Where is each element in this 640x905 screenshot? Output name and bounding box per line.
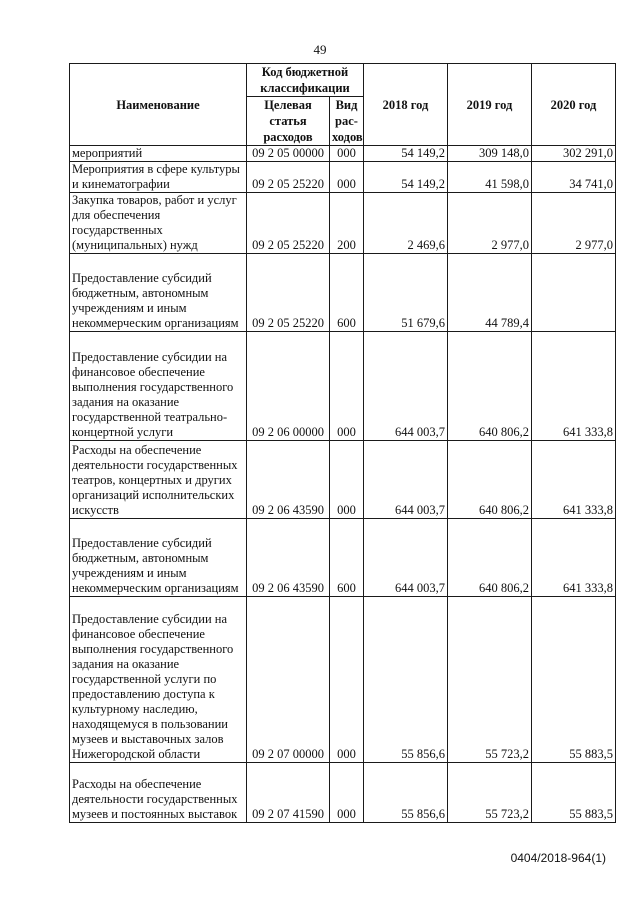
cell-2020: 302 291,0 — [532, 146, 616, 162]
header-expense-kind: Вид рас-ходов — [330, 97, 364, 146]
cell-expense-kind: 000 — [330, 597, 364, 763]
cell-2020 — [532, 254, 616, 332]
cell-2020: 641 333,8 — [532, 441, 616, 519]
cell-name: Предоставление субсидии на финансовое обеспечение выполнения государственного задания на оказание государственной театрально-концертной услуги — [70, 332, 247, 441]
cell-target-article: 09 2 06 00000 — [247, 332, 330, 441]
cell-name: Мероприятия в сфере культуры и кинематографии — [70, 162, 247, 193]
table-row — [70, 441, 616, 519]
cell-2018: 644 003,7 — [364, 332, 448, 441]
cell-expense-kind: 000 — [330, 162, 364, 193]
cell-target-article: 09 2 05 25220 — [247, 254, 330, 332]
cell-2019: 640 806,2 — [448, 332, 532, 441]
header-2020: 2020 год — [532, 64, 616, 146]
header-target-article: Целевая статья расходов — [247, 97, 330, 146]
cell-2018: 644 003,7 — [364, 519, 448, 597]
cell-name: Закупка товаров, работ и услуг для обеспечения государственных (муниципальных) нужд — [70, 193, 247, 254]
cell-2018: 2 469,6 — [364, 193, 448, 254]
cell-2019: 309 148,0 — [448, 146, 532, 162]
table-row — [70, 332, 616, 441]
page-number: 49 — [313, 42, 327, 57]
cell-2020: 55 883,5 — [532, 763, 616, 823]
cell-expense-kind: 000 — [330, 332, 364, 441]
cell-2019: 640 806,2 — [448, 519, 532, 597]
cell-name: Расходы на обеспечение деятельности государственных музеев и постоянных выставок — [70, 763, 247, 823]
cell-2019: 41 598,0 — [448, 162, 532, 193]
cell-name: Предоставление субсидии на финансовое обеспечение выполнения государственного задания на оказание государственной услуги по предоставлению доступа к культурному наследию, находящемуся в пользовании музеев и выставочных залов Нижегородской области — [70, 597, 247, 763]
cell-target-article: 09 2 07 41590 — [247, 763, 330, 823]
cell-2020: 641 333,8 — [532, 519, 616, 597]
cell-2020: 641 333,8 — [532, 332, 616, 441]
cell-name: Предоставление субсидий бюджетным, автономным учреждениям и иным некоммерческим организациям — [70, 254, 247, 332]
cell-expense-kind: 000 — [330, 146, 364, 162]
header-code-group: Код бюджетной классификации — [247, 64, 364, 97]
cell-2019: 2 977,0 — [448, 193, 532, 254]
cell-target-article: 09 2 05 25220 — [247, 162, 330, 193]
cell-target-article: 09 2 05 25220 — [247, 193, 330, 254]
table-row — [70, 254, 616, 332]
cell-expense-kind: 200 — [330, 193, 364, 254]
table-body — [70, 146, 616, 823]
cell-expense-kind: 000 — [330, 763, 364, 823]
table-row — [70, 193, 616, 254]
table-row — [70, 146, 616, 162]
budget-table — [69, 63, 616, 823]
cell-2020: 55 883,5 — [532, 597, 616, 763]
table-row — [70, 597, 616, 763]
cell-expense-kind: 600 — [330, 519, 364, 597]
cell-2019: 640 806,2 — [448, 441, 532, 519]
table-row — [70, 763, 616, 823]
cell-2019: 44 789,4 — [448, 254, 532, 332]
cell-2018: 55 856,6 — [364, 597, 448, 763]
cell-target-article: 09 2 07 00000 — [247, 597, 330, 763]
table-row — [70, 519, 616, 597]
cell-target-article: 09 2 06 43590 — [247, 441, 330, 519]
cell-2018: 51 679,6 — [364, 254, 448, 332]
cell-2019: 55 723,2 — [448, 763, 532, 823]
table-row — [70, 162, 616, 193]
cell-2018: 55 856,6 — [364, 763, 448, 823]
document-number: 0404/2018-964(1) — [510, 851, 606, 865]
cell-2020: 2 977,0 — [532, 193, 616, 254]
cell-2020: 34 741,0 — [532, 162, 616, 193]
cell-name: Предоставление субсидий бюджетным, автономным учреждениям и иным некоммерческим организациям — [70, 519, 247, 597]
cell-2019: 55 723,2 — [448, 597, 532, 763]
cell-expense-kind: 600 — [330, 254, 364, 332]
cell-name: мероприятий — [70, 146, 247, 162]
cell-target-article: 09 2 06 43590 — [247, 519, 330, 597]
cell-expense-kind: 000 — [330, 441, 364, 519]
header-2019: 2019 год — [448, 64, 532, 146]
cell-2018: 644 003,7 — [364, 441, 448, 519]
cell-name: Расходы на обеспечение деятельности государственных театров, концертных и других организаций исполнительских искусств — [70, 441, 247, 519]
header-2018: 2018 год — [364, 64, 448, 146]
table-header — [70, 64, 616, 146]
cell-target-article: 09 2 05 00000 — [247, 146, 330, 162]
cell-2018: 54 149,2 — [364, 162, 448, 193]
cell-2018: 54 149,2 — [364, 146, 448, 162]
header-name: Наименование — [70, 64, 247, 146]
